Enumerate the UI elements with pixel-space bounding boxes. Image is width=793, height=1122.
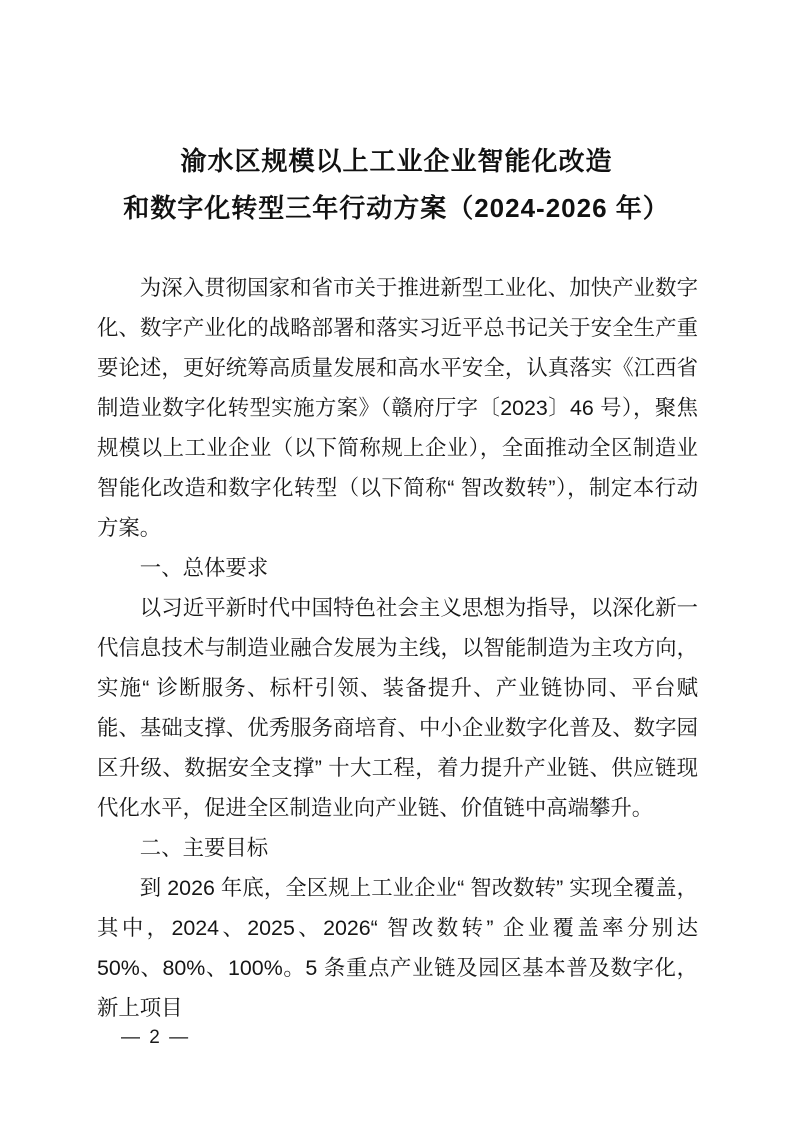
document-body [97,268,698,1028]
section-heading: 一、总体要求 [139,556,269,580]
section-heading: 二、主要目标 [139,836,269,860]
body-paragraph: 以习近平新时代中国特色社会主义思想为指导，以深化新一代信息技术与制造业融合发展为主线，以智能制造为主攻方向，实施“ 诊断服务、标杆引领、装备提升、产业链协同、平台赋能、基础支撑、优秀服务商培育、中小企业数字化普及、数字园区升级、数据安全支撑” 十大工程，着力提升产业链、供应链现代化水平，促进全区制造业向产业链、价值链中高端攀升。 [97,596,698,820]
body-paragraph: 到 2026 年底，全区规上工业企业“ 智改数转” 实现全覆盖，其中，2024、2025、2026“ 智改数转” 企业覆盖率分别达 50%、80%、100%。5 条重点产业链及园区基本普及数字化，新上项目 [97,876,698,1020]
page-number: — 2 — [121,1027,191,1048]
document-title-line-2: 和数字化转型三年行动方案（2024-2026 年） [123,193,670,223]
document-title-line-1: 渝水区规模以上工业企业智能化改造 [180,146,613,176]
document-title [0,138,793,232]
body-paragraph: 为深入贯彻国家和省市关于推进新型工业化、加快产业数字化、数字产业化的战略部署和落实习近平总书记关于安全生产重要论述，更好统筹高质量发展和高水平安全，认真落实《江西省制造业数字化转型实施方案》（赣府厅字〔2023〕46 号），聚焦规模以上工业企业（以下简称规上企业），全面推动全区制造业智能化改造和数字化转型（以下简称“ 智改数转”），制定本行动方案。 [97,276,698,540]
